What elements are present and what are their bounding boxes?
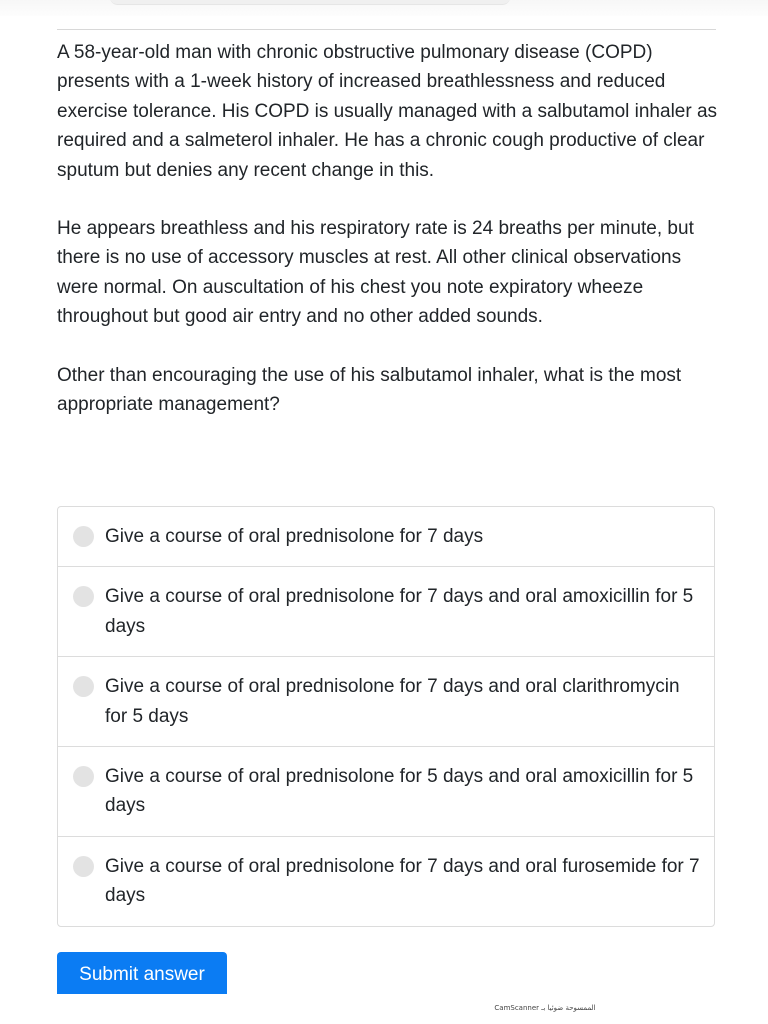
answer-option-c[interactable] — [58, 656, 714, 746]
radio-button[interactable] — [73, 766, 94, 787]
question-stem — [57, 38, 722, 448]
answer-option-d[interactable] — [58, 746, 714, 836]
radio-button[interactable] — [73, 856, 94, 877]
answer-option-label: Give a course of oral prednisolone for 7 days and oral amoxicillin for 5 days — [105, 586, 694, 637]
answer-option-e[interactable] — [58, 836, 714, 926]
question-prompt: Other than encouraging the use of his salbutamol inhaler, what is the most appropriate management? — [57, 364, 682, 416]
answer-options-list — [57, 506, 715, 927]
browser-top-bar — [0, 0, 768, 16]
question-paragraph-1: A 58-year-old man with chronic obstructive pulmonary disease (COPD) presents with a 1-week history of increased breathlessness and reduced exercise tolerance. His COPD is usually managed with a salbutamol inhaler as required and a salmeterol inhaler. He has a chronic cough productive of clear sputum but denies any recent change in this. — [57, 42, 718, 181]
radio-button[interactable] — [73, 676, 94, 697]
answer-option-b[interactable] — [58, 566, 714, 656]
answer-option-label: Give a course of oral prednisolone for 7 days and oral clarithromycin for 5 days — [105, 676, 680, 727]
answer-option-label: Give a course of oral prednisolone for 7 days and oral furosemide for 7 days — [105, 855, 700, 907]
question-paragraph-2: He appears breathless and his respiratory rate is 24 breaths per minute, but there is no use of accessory muscles at rest. All other clinical observations were normal. On auscultation of his chest you note expiratory wheeze throughout but good air entry and no other added sounds. — [57, 218, 694, 328]
divider — [57, 29, 716, 30]
scanner-watermark: CamScanner الممسوحة ضوئيا بـ — [494, 1004, 596, 1012]
answer-option-a[interactable] — [58, 507, 714, 566]
answer-option-label: Give a course of oral prednisolone for 7 days — [105, 526, 484, 547]
submit-answer-button[interactable]: Submit answer — [57, 952, 227, 994]
address-bar[interactable] — [110, 0, 510, 5]
radio-button[interactable] — [73, 586, 94, 607]
radio-button[interactable] — [73, 526, 94, 547]
answer-option-label: Give a course of oral prednisolone for 5 days and oral amoxicillin for 5 days — [105, 766, 694, 817]
